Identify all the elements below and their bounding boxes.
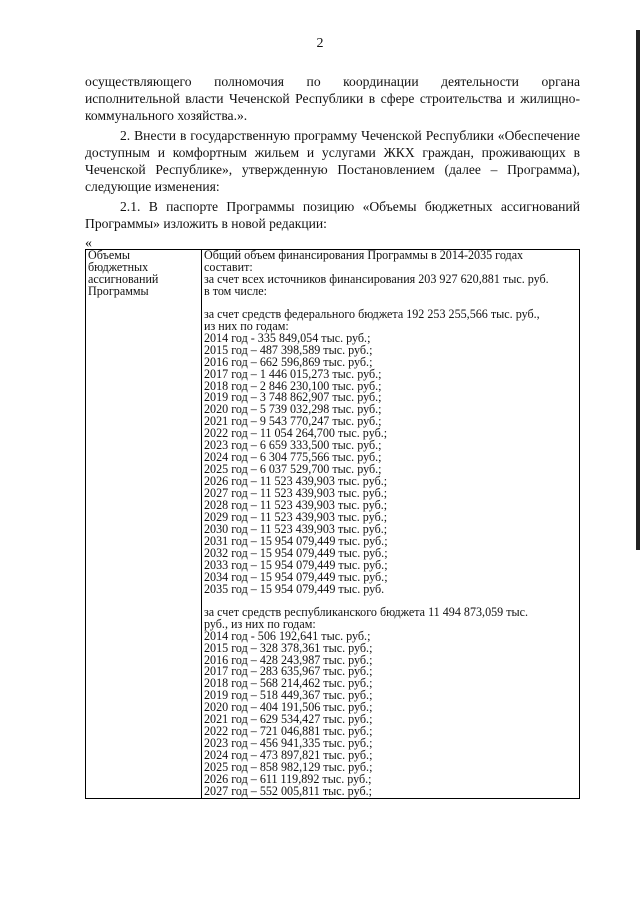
position-label-cell	[86, 250, 202, 799]
federal-year-line: 2016 год – 662 596,869 тыс. руб.;	[204, 354, 373, 369]
republic-year-line: 2019 год – 518 449,367 тыс. руб.;	[204, 688, 373, 703]
republic-year-line: 2018 год – 568 214,462 тыс. руб.;	[204, 676, 373, 691]
federal-year-line: 2027 год – 11 523 439,903 тыс. руб.;	[204, 486, 388, 501]
federal-year-line: 2034 год – 15 954 079,449 тыс. руб.;	[204, 569, 388, 584]
republic-year-line: 2026 год – 611 119,892 тыс. руб.;	[204, 772, 372, 787]
federal-budget-header	[204, 306, 577, 333]
federal-header-line: из них по годам:	[204, 318, 289, 333]
budget-table	[85, 249, 580, 799]
federal-year-line: 2025 год – 6 037 529,700 тыс. руб.;	[204, 462, 382, 477]
position-label	[88, 250, 199, 298]
republic-year-line: 2023 год – 456 941,335 тыс. руб.;	[204, 736, 373, 751]
federal-year-line: 2029 год – 11 523 439,903 тыс. руб.;	[204, 510, 388, 525]
republic-year-line: 2020 год – 404 191,506 тыс. руб.;	[204, 700, 373, 715]
federal-year-line: 2031 год – 15 954 079,449 тыс. руб.;	[204, 533, 388, 548]
republic-year-line: 2021 год – 629 534,427 тыс. руб.;	[204, 712, 373, 727]
federal-year-line: 2024 год – 6 304 775,566 тыс. руб.;	[204, 450, 382, 465]
paragraph-amendment: 2. Внести в государственную программу Чеченской Республики «Обеспечение доступным и комфортным жильем и услугами ЖКХ граждан, проживающих в Чеченской Республике», утвержденную Постановлением (далее – Программа), следующие изменения:	[85, 128, 580, 194]
republic-header-line: за счет средств республиканского бюджета 11 494 873,059 тыс.	[204, 604, 529, 619]
scan-edge	[636, 30, 640, 550]
financing-cell	[202, 250, 580, 799]
republic-years-list	[204, 628, 577, 798]
federal-year-line: 2020 год – 5 739 032,298 тыс. руб.;	[204, 402, 382, 417]
label-line: Объемы	[88, 248, 130, 262]
republic-year-line: 2015 год – 328 378,361 тыс. руб.;	[204, 640, 373, 655]
republic-header-line: руб., из них по годам:	[204, 616, 316, 631]
label-line: Программы	[88, 283, 149, 298]
federal-years-list	[204, 330, 577, 596]
intro-line: в том числе:	[204, 283, 268, 298]
intro-line: Общий объем финансирования Программы в 2014-2035 годах	[204, 248, 524, 262]
intro-line: за счет всех источников финансирования 203 927 620,881 тыс. руб.	[204, 271, 549, 286]
federal-year-line: 2015 год – 487 398,589 тыс. руб.;	[204, 342, 373, 357]
federal-header-line: за счет средств федерального бюджета 192 253 255,566 тыс. руб.,	[204, 306, 540, 321]
republic-year-line: 2024 год – 473 897,821 тыс. руб.;	[204, 748, 373, 763]
federal-year-line: 2026 год – 11 523 439,903 тыс. руб.;	[204, 474, 388, 489]
republic-year-line: 2014 год - 506 192,641 тыс. руб.;	[204, 628, 371, 643]
table-row	[86, 250, 580, 799]
total-financing	[204, 250, 577, 298]
intro-line: составит:	[204, 259, 253, 274]
republic-year-line: 2022 год – 721 046,881 тыс. руб.;	[204, 724, 373, 739]
federal-year-line: 2030 год – 11 523 439,903 тыс. руб.;	[204, 521, 388, 536]
label-line: бюджетных	[88, 259, 149, 274]
federal-year-line: 2033 год – 15 954 079,449 тыс. руб.;	[204, 557, 388, 572]
opening-quote: «	[85, 236, 92, 251]
federal-year-line: 2035 год – 15 954 079,449 тыс. руб.	[204, 581, 385, 596]
federal-year-line: 2018 год – 2 846 230,100 тыс. руб.;	[204, 378, 382, 393]
republic-year-line: 2027 год – 552 005,811 тыс. руб.;	[204, 783, 372, 798]
federal-year-line: 2022 год – 11 054 264,700 тыс. руб.;	[204, 426, 388, 441]
republic-year-line: 2016 год – 428 243,987 тыс. руб.;	[204, 652, 373, 667]
federal-year-line: 2021 год – 9 543 770,247 тыс. руб.;	[204, 414, 382, 429]
paragraph-continuation: осуществляющего полномочия по координации деятельности органа исполнительной власти Чеченской Республики в сфере строительства и жилищно-коммунального хозяйства.».	[85, 74, 580, 123]
republic-year-line: 2025 год – 858 982,129 тыс. руб.;	[204, 760, 373, 775]
republic-year-line: 2017 год – 283 635,967 тыс. руб.;	[204, 664, 373, 679]
federal-year-line: 2023 год – 6 659 333,500 тыс. руб.;	[204, 438, 382, 453]
federal-year-line: 2019 год – 3 748 862,907 тыс. руб.;	[204, 390, 382, 405]
federal-year-line: 2028 год – 11 523 439,903 тыс. руб.;	[204, 498, 388, 513]
federal-year-line: 2032 год – 15 954 079,449 тыс. руб.;	[204, 545, 388, 560]
federal-year-line: 2017 год – 1 446 015,273 тыс. руб.;	[204, 366, 382, 381]
paragraph-passport: 2.1. В паспорте Программы позицию «Объемы бюджетных ассигнований Программы» изложить в новой редакции:	[85, 199, 580, 231]
republic-budget-header	[204, 604, 577, 631]
label-line: ассигнований	[88, 271, 159, 286]
federal-year-line: 2014 год - 335 849,054 тыс. руб.;	[204, 330, 371, 345]
page-number: 2	[316, 36, 324, 51]
